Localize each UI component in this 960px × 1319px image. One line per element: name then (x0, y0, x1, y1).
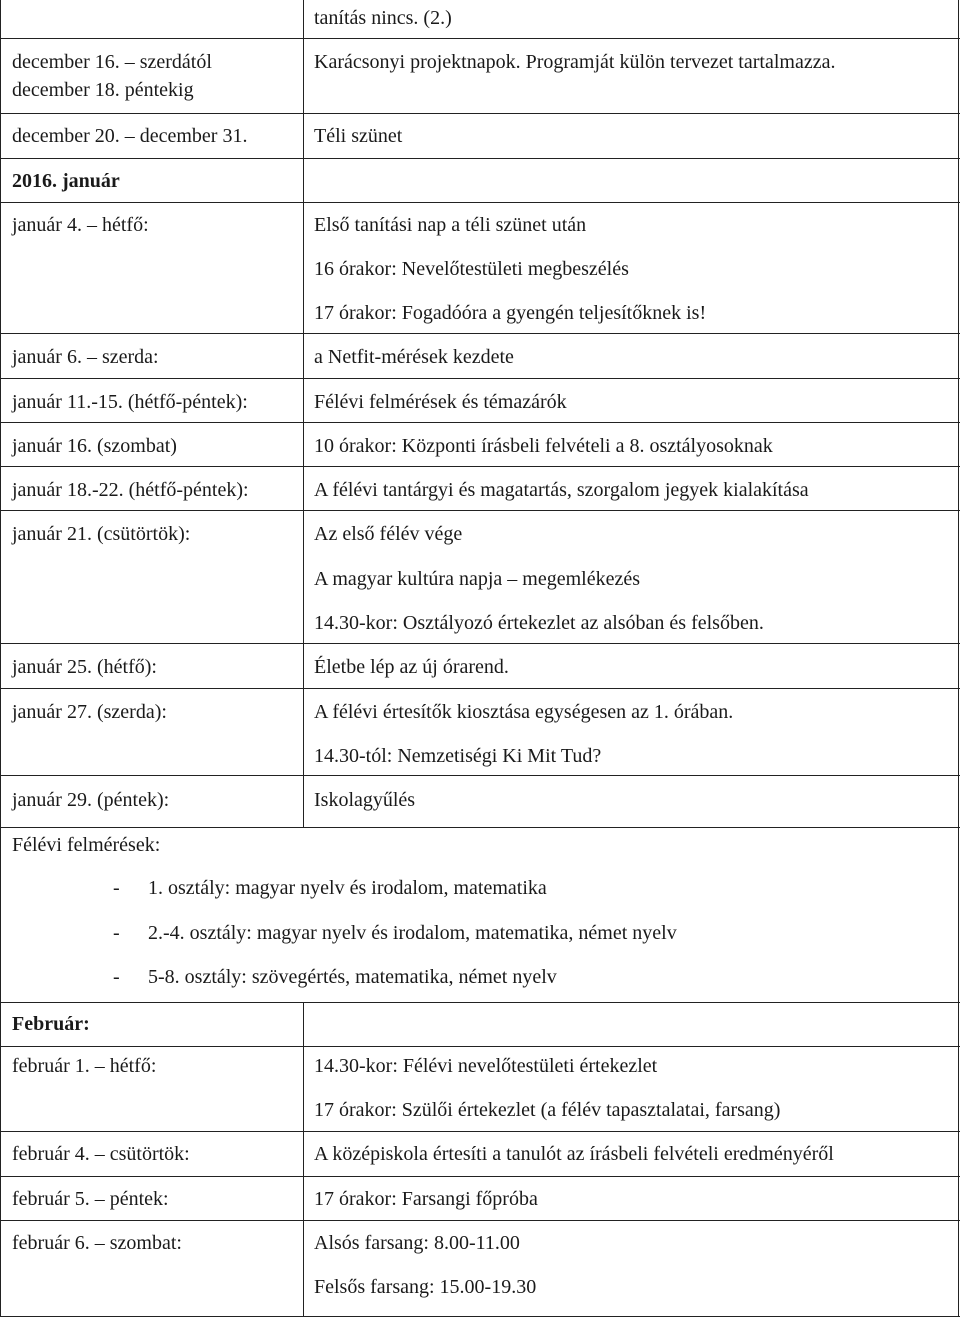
date-cell: január 21. (csütörtök): (12, 523, 191, 545)
list-bullet: - (113, 966, 120, 988)
event-cell: 17 órakor: Farsangi főpróba (314, 1188, 538, 1210)
row-divider (0, 643, 960, 644)
event-cell: A középiskola értesíti a tanulót az írásbeli felvételi eredményéről (314, 1143, 834, 1165)
row-divider (0, 1316, 960, 1317)
event-cell: 10 órakor: Központi írásbeli felvételi a 8. osztályosoknak (314, 435, 773, 457)
row-divider (0, 1046, 960, 1047)
column-divider (958, 0, 959, 828)
event-cell: Iskolagyűlés (314, 789, 416, 811)
date-cell: január 18.-22. (hétfő-péntek): (12, 479, 249, 501)
column-divider (303, 1002, 304, 1317)
column-divider (0, 0, 1, 828)
row-divider (0, 688, 960, 689)
row-divider (0, 378, 960, 379)
event-cell: 14.30-tól: Nemzetiségi Ki Mit Tud? (314, 745, 602, 767)
event-cell: 14.30-kor: Osztályozó értekezlet az alsóban és felsőben. (314, 612, 764, 634)
date-cell: január 29. (péntek): (12, 789, 170, 811)
column-divider (958, 827, 959, 1003)
row-divider (0, 158, 960, 159)
row-divider (0, 510, 960, 511)
section-heading: Február: (12, 1013, 90, 1035)
row-divider (0, 775, 960, 776)
event-cell: Az első félév vége (314, 523, 463, 545)
date-cell: január 27. (szerda): (12, 701, 167, 723)
event-cell: 16 órakor: Nevelőtestületi megbeszélés (314, 258, 629, 280)
event-cell: a Netfit-mérések kezdete (314, 346, 514, 368)
date-cell: február 6. – szombat: (12, 1232, 182, 1254)
event-cell: 17 órakor: Fogadóóra a gyengén teljesítőknek is! (314, 302, 707, 324)
list-item: 5-8. osztály: szövegértés, matematika, német nyelv (148, 966, 557, 988)
date-cell: január 4. – hétfő: (12, 214, 149, 236)
list-item: 2.-4. osztály: magyar nyelv és irodalom, matematika, német nyelv (148, 922, 677, 944)
event-cell: A magyar kultúra napja – megemlékezés (314, 568, 640, 590)
column-divider (303, 0, 304, 828)
row-divider (0, 422, 960, 423)
row-divider (0, 1131, 960, 1132)
event-cell: Félévi felmérések és témazárók (314, 391, 567, 413)
row-divider (0, 1220, 960, 1221)
column-divider (958, 1002, 959, 1317)
row-divider (0, 1176, 960, 1177)
date-cell: december 16. – szerdától (12, 51, 212, 73)
continued-text: tanítás nincs. (2.) (314, 7, 452, 29)
row-divider (0, 202, 960, 203)
event-cell: Karácsonyi projektnapok. Programját külön tervezet tartalmazza. (314, 51, 836, 73)
event-cell: Téli szünet (314, 125, 403, 147)
date-cell: január 25. (hétfő): (12, 656, 157, 678)
list-bullet: - (113, 877, 120, 899)
event-cell: 17 órakor: Szülői értekezlet (a félév tapasztalatai, farsang) (314, 1099, 781, 1121)
section-heading: 2016. január (12, 170, 120, 192)
date-cell: január 11.-15. (hétfő-péntek): (12, 391, 248, 413)
date-cell: január 16. (szombat) (12, 435, 177, 457)
row-divider (0, 827, 960, 828)
column-divider (0, 827, 1, 1003)
row-divider (0, 38, 960, 39)
row-divider (0, 1002, 960, 1003)
list-bullet: - (113, 922, 120, 944)
column-divider (0, 1002, 1, 1317)
date-cell: február 1. – hétfő: (12, 1055, 157, 1077)
date-cell: január 6. – szerda: (12, 346, 159, 368)
event-cell: 14.30-kor: Félévi nevelőtestületi értekezlet (314, 1055, 658, 1077)
assessments-heading: Félévi felmérések: (12, 834, 161, 856)
row-divider (0, 113, 960, 114)
list-item: 1. osztály: magyar nyelv és irodalom, matematika (148, 877, 547, 899)
date-cell: december 18. péntekig (12, 79, 194, 101)
event-cell: Alsós farsang: 8.00-11.00 (314, 1232, 520, 1254)
date-cell: február 5. – péntek: (12, 1188, 169, 1210)
row-divider (0, 466, 960, 467)
event-cell: Felsős farsang: 15.00-19.30 (314, 1276, 537, 1298)
event-cell: Első tanítási nap a téli szünet után (314, 214, 587, 236)
date-cell: december 20. – december 31. (12, 125, 248, 147)
event-cell: Életbe lép az új órarend. (314, 656, 509, 678)
row-divider (0, 333, 960, 334)
event-cell: A félévi értesítők kiosztása egységesen az 1. órában. (314, 701, 734, 723)
event-cell: A félévi tantárgyi és magatartás, szorgalom jegyek kialakítása (314, 479, 809, 501)
date-cell: február 4. – csütörtök: (12, 1143, 190, 1165)
